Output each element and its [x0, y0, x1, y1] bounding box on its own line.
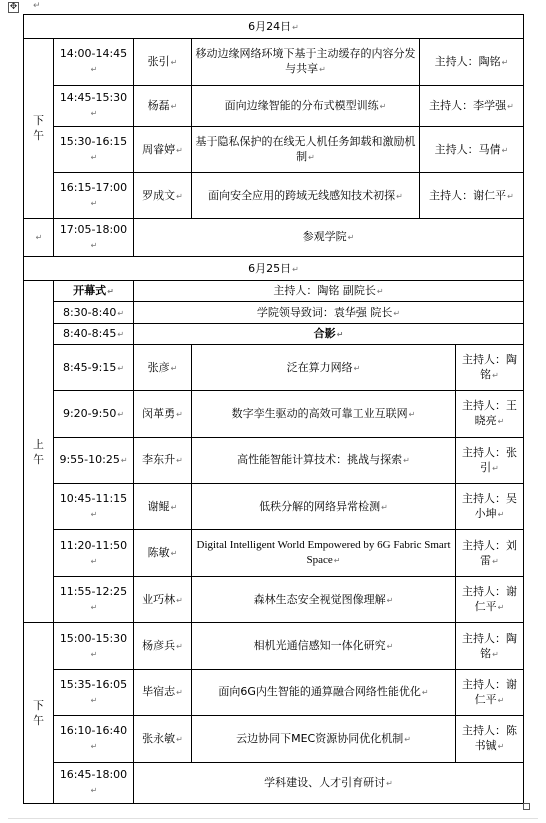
closing-activity: 学科建设、人才引育研讨: [264, 775, 386, 789]
table-row: 下 午 14:00-14:45↵ 张引↵ 移动边缘网络环境下基于主动缓存的内容分发与共享↵ 主持人：陶铭↵: [24, 39, 524, 85]
session-time: 15:30-16:15: [59, 135, 128, 149]
session-time: 10:45-11:15: [59, 492, 128, 506]
session-speaker: 杨磊: [147, 98, 170, 112]
speech-text: 学院领导致词：袁华强 院长: [256, 305, 393, 319]
session-time: 16:10-16:40: [59, 724, 128, 738]
photo-time: 8:40-8:45: [62, 326, 117, 340]
session-host: 主持人：李学强: [429, 98, 507, 112]
session-time: 14:45-15:30: [59, 91, 128, 105]
session-host: 主持人：谢仁平: [429, 188, 507, 202]
session-host: 主持人：张引: [462, 445, 517, 474]
session-topic: 移动边缘网络环境下基于主动缓存的内容分发与共享: [195, 47, 416, 76]
session-topic: 相机光通信感知一体化研究: [253, 639, 386, 652]
session-topic: 森林生态安全视觉图像理解: [253, 592, 386, 606]
session-time: 9:55-10:25: [59, 453, 120, 467]
opening-label: 开幕式: [73, 284, 107, 298]
session-host: 主持人：王晓亮: [462, 399, 517, 428]
opening-host: 主持人：陶铭 副院长: [273, 284, 376, 298]
photo-row: 8:40-8:45↵ 合影↵: [24, 323, 524, 344]
session-topic: 高性能智能计算技术：挑战与探索: [237, 453, 403, 467]
table-row: 14:45-15:30↵ 杨磊↵ 面向边缘智能的分布式模型训练↵ 主持人：李学强↵: [24, 85, 524, 126]
day1-date: 6月24日: [248, 19, 292, 33]
table-row: 16:15-17:00↵ 罗成文↵ 面向安全应用的跨域无线感知技术初探↵ 主持人：谢仁平↵: [24, 173, 524, 218]
session-host: 主持人：陈书铖: [462, 724, 517, 753]
session-host: 主持人：吴小坤: [462, 492, 517, 521]
session-time: 9:20-9:50: [62, 406, 117, 420]
table-row: 15:30-16:15↵ 周睿婷↵ 基于隐私保护的在线无人机任务卸载和激励机制↵ 主持人：马倩↵: [24, 126, 524, 172]
day2-date-row: 6月25日↵: [24, 257, 524, 281]
session-speaker: 业巧林: [142, 592, 176, 606]
page-edge-divider: [8, 818, 538, 819]
day1-date-row: 6月24日↵: [24, 15, 524, 39]
table-row: 11:55-12:25↵ 业巧林↵ 森林生态安全视觉图像理解↵ 主持人：谢仁平↵: [24, 576, 524, 622]
day1-visit-row: ↵ 17:05-18:00↵ 参观学院↵: [24, 218, 524, 256]
session-speaker: 谢鲲: [147, 499, 170, 513]
closing-row: 16:45-18:00↵ 学科建设、人才引育研讨↵: [24, 762, 524, 803]
speech-row: 8:30-8:40↵ 学院领导致词：袁华强 院长↵: [24, 302, 524, 323]
session-time: 8:45-9:15: [62, 360, 117, 374]
session-speaker: 张永敏: [142, 731, 176, 745]
session-speaker: 周睿婷: [142, 142, 176, 156]
table-row: 8:45-9:15↵ 张彦↵ 泛在算力网络↵ 主持人：陶铭↵: [24, 344, 524, 390]
session-host: 主持人：刘雷: [462, 538, 517, 567]
paragraph-mark-icon: ↵: [33, 1, 41, 11]
session-host: 主持人：马倩: [434, 142, 501, 156]
session-topic: 面向安全应用的跨域无线感知技术初探: [208, 188, 396, 202]
session-topic: 云边协同下MEC资源协同优化机制: [236, 731, 404, 745]
day2-afternoon-period-label: 下 午: [24, 623, 54, 804]
session-topic: Digital Intelligent World Empowered by 6G Fabric Smart Space: [196, 539, 451, 567]
speech-time: 8:30-8:40: [62, 305, 117, 319]
table-move-handle-icon[interactable]: ✥: [9, 2, 18, 12]
day2-date: 6月25日: [248, 261, 292, 275]
visit-activity: 参观学院: [302, 230, 347, 244]
session-speaker: 张彦: [147, 360, 170, 374]
session-topic: 数字孪生驱动的高效可靠工业互联网: [231, 406, 408, 420]
session-speaker: 陈敏: [147, 546, 170, 560]
session-speaker: 李东升: [142, 453, 176, 467]
table-row: 9:55-10:25↵ 李东升↵ 高性能智能计算技术：挑战与探索↵ 主持人：张引↵: [24, 437, 524, 483]
session-host: 主持人：谢仁平: [462, 585, 517, 614]
visit-time: 17:05-18:00: [59, 222, 128, 236]
session-host: 主持人：陶铭: [462, 353, 517, 382]
closing-time: 16:45-18:00: [59, 768, 128, 782]
session-speaker: 闵革勇: [142, 406, 176, 420]
session-topic: 面向边缘智能的分布式模型训练: [224, 98, 379, 112]
table-row: 9:20-9:50↵ 闵革勇↵ 数字孪生驱动的高效可靠工业互联网↵ 主持人：王晓亮↵: [24, 391, 524, 437]
table-row: 16:10-16:40↵ 张永敏↵ 云边协同下MEC资源协同优化机制↵ 主持人：陈书铖↵: [24, 716, 524, 762]
session-host: 主持人：谢仁平: [462, 677, 517, 706]
photo-text: 合影: [313, 326, 336, 340]
schedule-table: [23, 14, 524, 804]
session-speaker: 罗成文: [142, 188, 176, 202]
session-time: 16:15-17:00: [59, 181, 128, 195]
table-resize-handle-icon[interactable]: [523, 803, 530, 810]
session-topic: 面向6G内生智能的通算融合网络性能优化: [218, 685, 421, 699]
table-row: 15:35-16:05↵ 毕宿志↵ 面向6G内生智能的通算融合网络性能优化↵ 主持人：谢仁平↵: [24, 669, 524, 715]
table-row: 10:45-11:15↵ 谢鲲↵ 低秩分解的网络异常检测↵ 主持人：吴小坤↵: [24, 484, 524, 530]
day1-period-label: 下 午: [24, 39, 54, 219]
opening-row: 上 午 开幕式↵ 主持人：陶铭 副院长↵: [24, 281, 524, 302]
session-host: 主持人：陶铭: [462, 631, 517, 660]
session-topic: 低秩分解的网络异常检测: [259, 499, 381, 513]
table-row: 下 午 15:00-15:30↵ 杨彦兵↵ 相机光通信感知一体化研究↵ 主持人：陶铭↵: [24, 623, 524, 669]
session-time: 14:00-14:45: [59, 47, 128, 61]
day2-morning-period-label: 上 午: [24, 281, 54, 623]
session-topic: 基于隐私保护的在线无人机任务卸载和激励机制: [195, 135, 416, 164]
session-speaker: 杨彦兵: [142, 639, 176, 652]
session-speaker: 张引: [147, 54, 170, 68]
session-speaker: 毕宿志: [142, 685, 176, 699]
session-time: 15:35-16:05: [59, 677, 128, 691]
table-row: 11:20-11:50↵ 陈敏↵ Digital Intelligent World Empowered by 6G Fabric Smart Space↵ 主持人：刘雷↵: [24, 530, 524, 576]
session-time: 11:20-11:50: [59, 538, 128, 552]
session-time: 15:00-15:30: [59, 631, 128, 645]
session-host: 主持人：陶铭: [434, 54, 501, 68]
session-topic: 泛在算力网络: [286, 360, 353, 374]
session-time: 11:55-12:25: [59, 585, 128, 599]
